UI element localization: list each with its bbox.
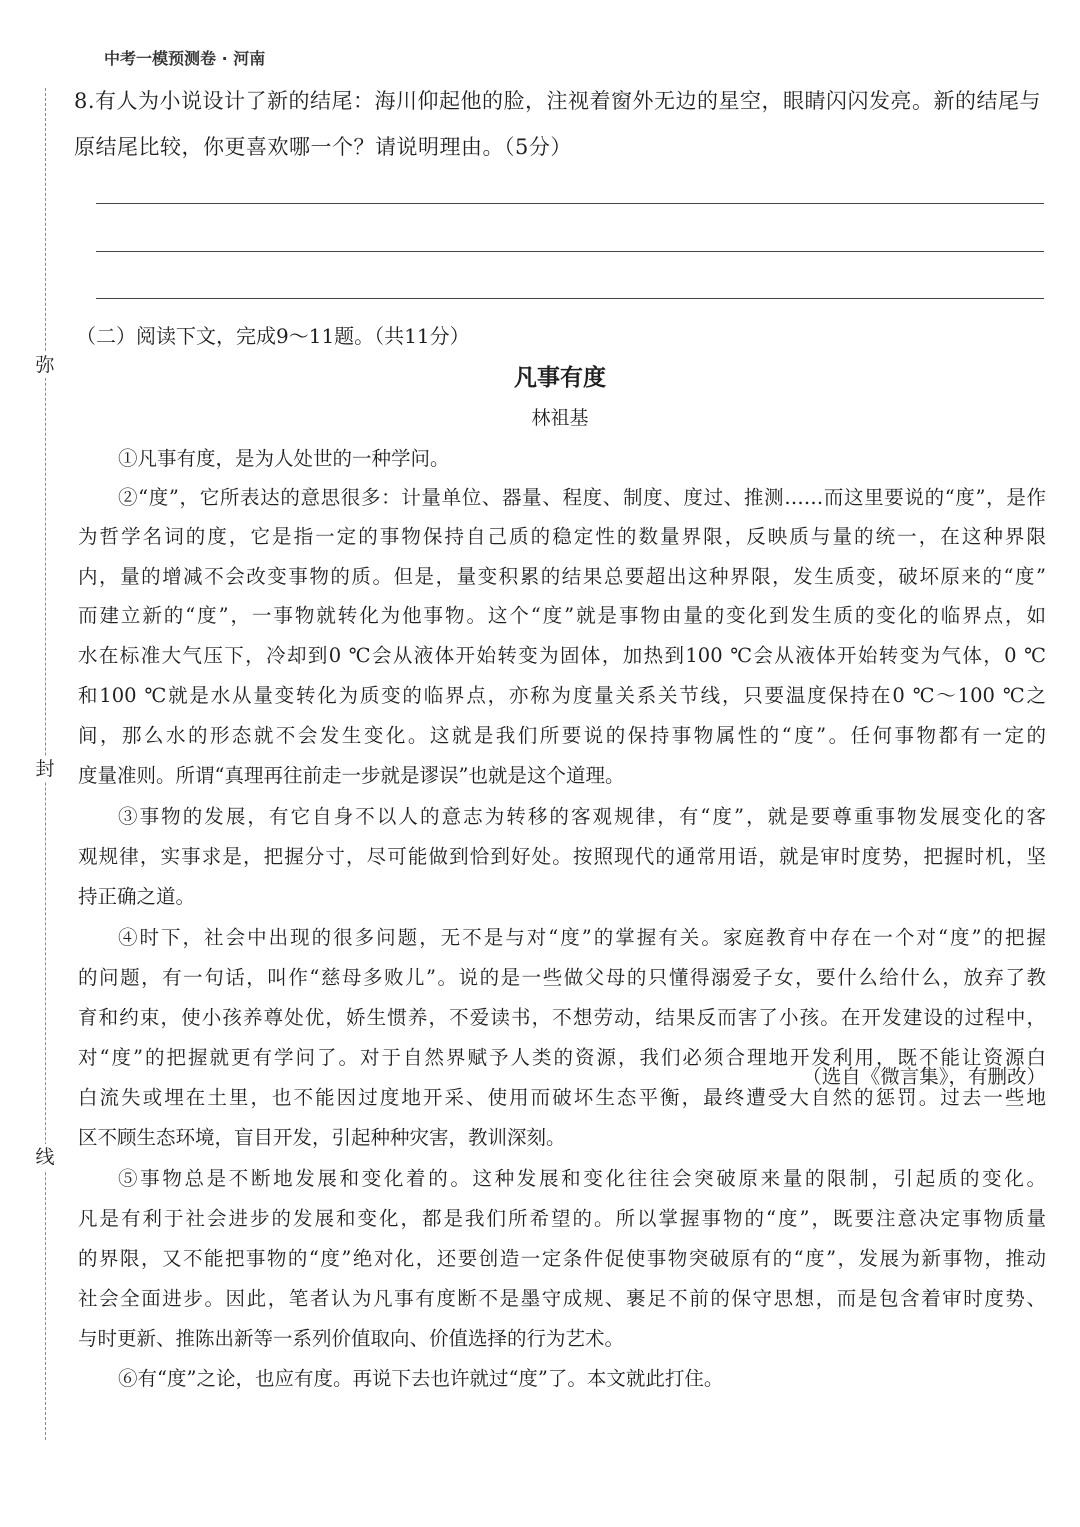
source-citation: （选自《微言集》，有删改） xyxy=(802,1065,1046,1088)
question-8-line-2: 原结尾比较，你更喜欢哪一个？请说明理由。（5分） xyxy=(74,135,572,159)
text-line: ③事物的发展，有它自身不以人的意志为转移的客观规律，有“度”，就是要尊重事物发展变化的客 xyxy=(118,805,1046,828)
text-line: 间，那么水的形态就不会发生变化。这就是我们所要说的保持事物属性的“度”。任何事物都有一定的 xyxy=(78,724,1046,747)
seal-char-feng: 封 xyxy=(33,756,57,782)
seal-char-mi: 弥 xyxy=(33,352,57,378)
section-heading: （二）阅读下文，完成9～11题。（共11分） xyxy=(76,324,470,348)
text-line: 观规律，实事求是，把握分寸，尽可能做到恰到好处。按照现代的通常用语，就是审时度势，把握时机，坚 xyxy=(78,845,1046,868)
article-author: 林祖基 xyxy=(531,407,589,429)
question-8-line-1: 8.有人为小说设计了新的结尾：海川仰起他的脸，注视着窗外无边的星空，眼睛闪闪发亮。新的结尾与 xyxy=(74,89,1042,113)
text-line: 凡是有利于社会进步的发展和变化，都是我们所希望的。所以掌握事物的“度”，既要注意决定事物质量 xyxy=(78,1207,1046,1230)
exam-header: 中考一模预测卷 · 河南 xyxy=(104,49,266,68)
answer-line-2[interactable] xyxy=(96,251,1044,252)
seal-char-xian: 线 xyxy=(33,1144,57,1170)
text-line: 的界限，又不能把事物的“度”绝对化，还要创造一定条件促使事物突破原有的“度”，发展为新事物，推动 xyxy=(78,1247,1046,1270)
text-line: 社会全面进步。因此，笔者认为凡事有度断不是墨守成规、裹足不前的保守思想，而是包含着审时度势、 xyxy=(78,1287,1046,1310)
text-line: 的问题，有一句话，叫作“慈母多败儿”。说的是一些做父母的只懂得溺爱子女，要什么给什么，放弃了教 xyxy=(78,966,1046,989)
text-line: 水在标准大气压下，冷却到0 ℃会从液体开始转变为固体，加热到100 ℃会从液体开始转变为气体，0 ℃ xyxy=(78,644,1046,667)
text-line: ④时下，社会中出现的很多问题，无不是与对“度”的掌握有关。家庭教育中存在一个对“度”的把握 xyxy=(118,926,1046,949)
text-line: 而建立新的“度”，一事物就转化为他事物。这个“度”就是事物由量的变化到发生质的变化的临界点，如 xyxy=(78,604,1046,627)
text-line: 区不顾生态环境，盲目开发，引起种种灾害，教训深刻。 xyxy=(78,1126,566,1149)
text-line: 育和约束，使小孩养尊处优，娇生惯养，不爱读书，不想劳动，结果反而害了小孩。在开发建设的过程中， xyxy=(78,1006,1046,1029)
text-line: ②“度”，它所表达的意思很多：计量单位、器量、程度、制度、度过、推测……而这里要说的“度”，是作 xyxy=(118,486,1046,509)
text-line: 与时更新、推陈出新等一系列价值取向、价值选择的行为艺术。 xyxy=(78,1327,625,1350)
text-line: 和100 ℃就是水从量变转化为质变的临界点，亦称为度量关系关节线，只要温度保持在0 ℃～100 ℃之 xyxy=(78,684,1046,707)
text-line: 持正确之道。 xyxy=(78,885,196,908)
text-line: 度量准则。所谓“真理再往前走一步就是谬误”也就是这个道理。 xyxy=(78,764,625,787)
text-line: ①凡事有度，是为人处世的一种学问。 xyxy=(118,447,450,470)
text-line: 对“度”的把握就更有学问了。对于自然界赋予人类的资源，我们必须合理地开发利用，既不能让资源白 xyxy=(78,1046,1046,1069)
answer-line-1[interactable] xyxy=(96,203,1044,204)
text-line: 内，量的增减不会改变事物的质。但是，量变积累的结果总要超出这种界限，发生质变，破坏原来的“度” xyxy=(78,565,1046,588)
text-line: ⑤事物总是不断地发展和变化着的。这种发展和变化往往会突破原来量的限制，引起质的变化。 xyxy=(118,1167,1046,1190)
text-line: ⑥有“度”之论，也应有度。再说下去也许就过“度”了。本文就此打住。 xyxy=(118,1367,724,1390)
text-line: 白流失或埋在土里，也不能因过度地开采、使用而破坏生态平衡，最终遭受大自然的惩罚。过去一些地 xyxy=(78,1086,1046,1109)
answer-line-3[interactable] xyxy=(96,298,1044,299)
text-line: 为哲学名词的度，它是指一定的事物保持自己质的稳定性的数量界限，反映质与量的统一，在这种界限 xyxy=(78,525,1046,548)
article-title: 凡事有度 xyxy=(514,365,606,391)
